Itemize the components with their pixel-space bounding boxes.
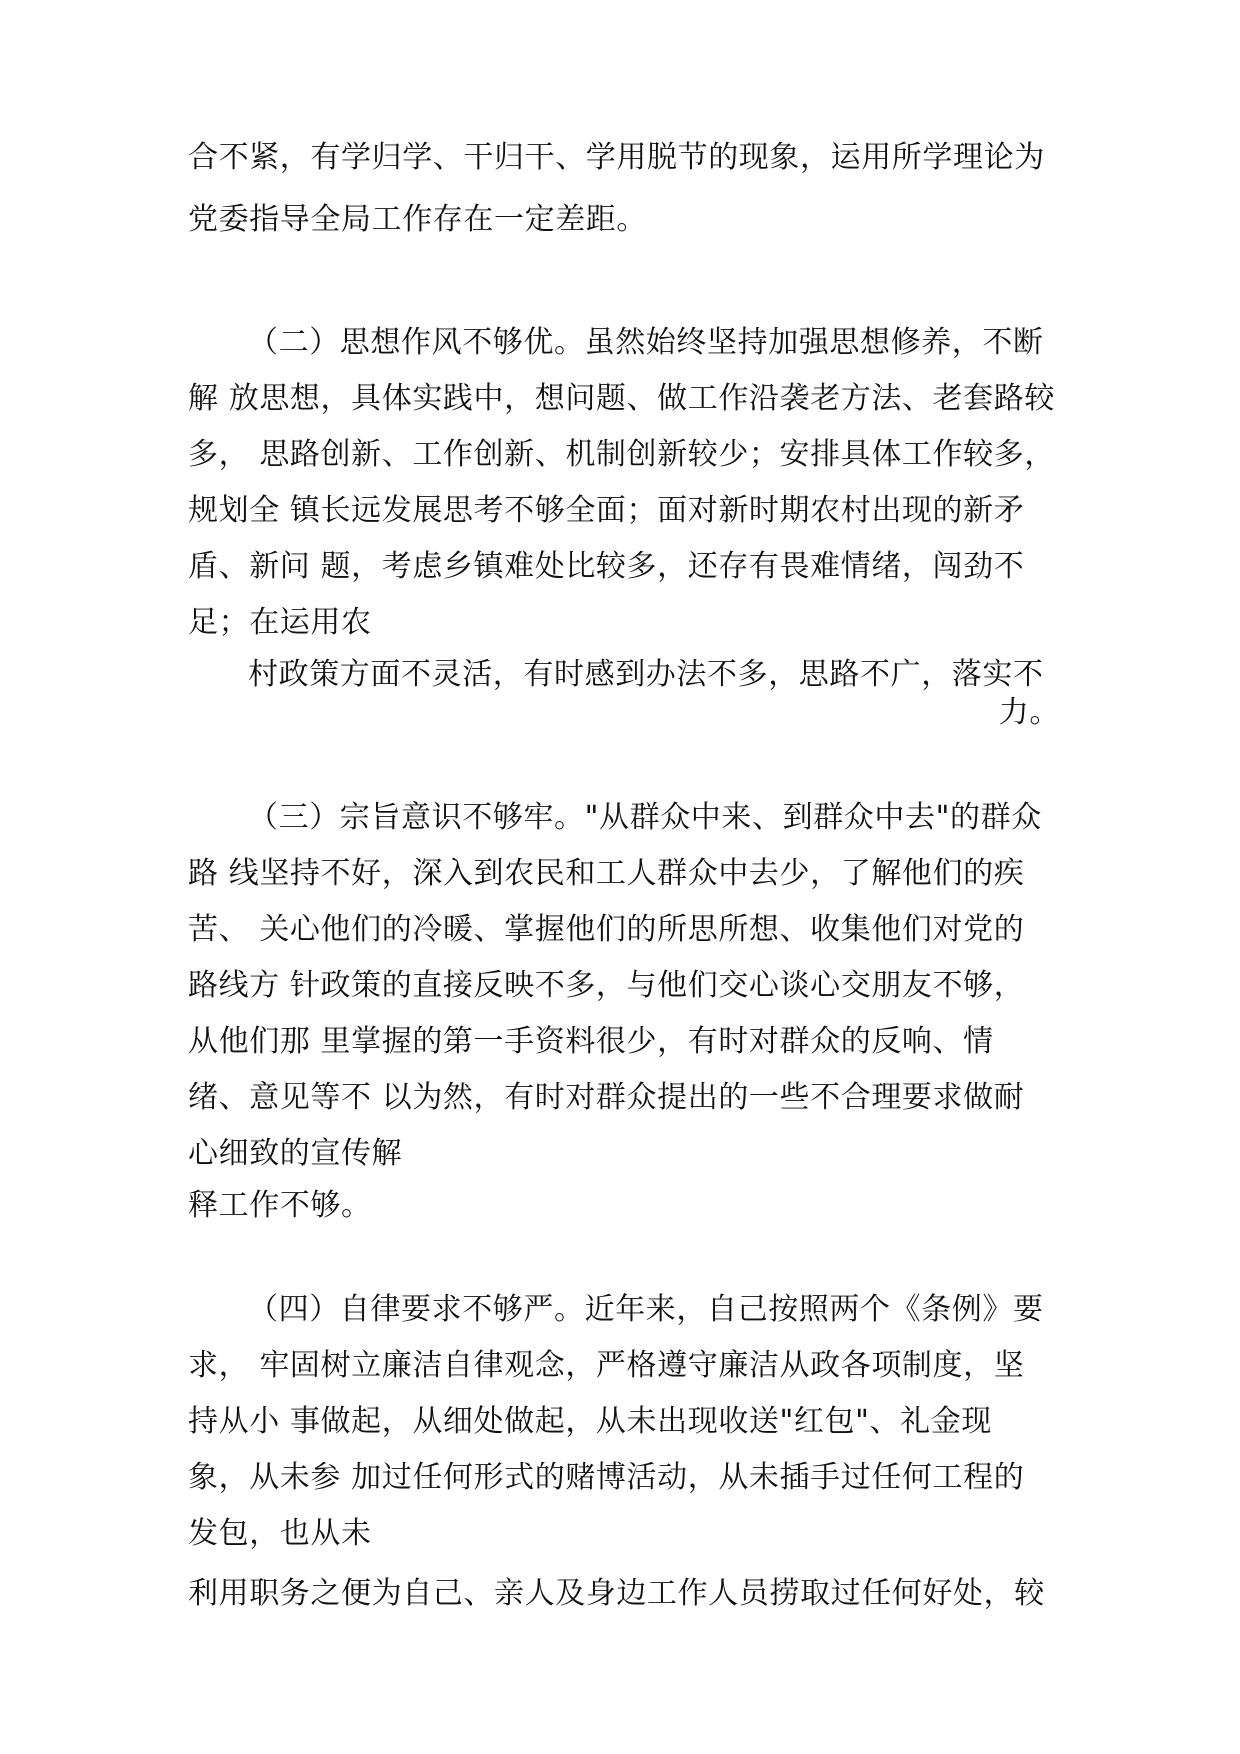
text-line: 从他们那 里掌握的第一手资料很少，有时对群众的反响、情 bbox=[188, 1024, 994, 1059]
text-line: 足；在运用农 bbox=[188, 605, 372, 640]
text-line: 规划全 镇长远发展思考不够全面；面对新时期农村出现的新矛 bbox=[188, 493, 1025, 528]
text-line: 求， 牢固树立廉洁自律观念，严格遵守廉洁从政各项制度，坚 bbox=[188, 1348, 1025, 1383]
text-line: 路线方 针政策的直接反映不多，与他们交心谈心交朋友不够， bbox=[188, 968, 1025, 1003]
text-line: 盾、新问 题，考虑乡镇难处比较多，还存有畏难情绪，闯劲不 bbox=[188, 549, 1025, 584]
text-line: 象，从未参 加过任何形式的赌博活动，从未插手过任何工程的 bbox=[188, 1460, 1025, 1495]
text-line: 利用职务之便为自己、亲人及身边工作人员捞取过任何好处，较 bbox=[188, 1576, 1045, 1611]
text-line: 合不紧，有学归学、干归干、学用脱节的现象，运用所学理论为 bbox=[188, 140, 1045, 175]
paragraph-4-heading-line: （四）自律要求不够严。近年来，自己按照两个《条例》要 bbox=[248, 1292, 1044, 1327]
text-line: 力。 bbox=[998, 695, 1060, 730]
text-line: 发包，也从未 bbox=[188, 1516, 372, 1551]
text-line: 党委指导全局工作存在一定差距。 bbox=[188, 202, 647, 237]
text-line: 持从小 事做起，从细处做起，从未出现收送"红包"、礼金现 bbox=[188, 1404, 992, 1439]
paragraph-3-heading-line: （三）宗旨意识不够牢。"从群众中来、到群众中去"的群众 bbox=[248, 800, 1042, 835]
text-line: 苦、 关心他们的冷暖、掌握他们的所思所想、收集他们对党的 bbox=[188, 912, 1025, 947]
paragraph-2-heading-line: （二）思想作风不够优。虽然始终坚持加强思想修养，不断 bbox=[248, 325, 1044, 360]
text-line: 多， 思路创新、工作创新、机制创新较少；安排具体工作较多， bbox=[188, 437, 1055, 472]
text-line: 释工作不够。 bbox=[188, 1188, 372, 1223]
text-line: 心细致的宣传解 bbox=[188, 1136, 403, 1171]
text-line: 解 放思想，具体实践中，想问题、做工作沿袭老方法、老套路较 bbox=[188, 381, 1055, 416]
text-line: 绪、意见等不 以为然，有时对群众提出的一些不合理要求做耐 bbox=[188, 1080, 1025, 1115]
text-line: 路 线坚持不好，深入到农民和工人群众中去少，了解他们的疾 bbox=[188, 856, 1025, 891]
text-line: 村政策方面不灵活，有时感到办法不多，思路不广，落实不 bbox=[248, 657, 1044, 692]
